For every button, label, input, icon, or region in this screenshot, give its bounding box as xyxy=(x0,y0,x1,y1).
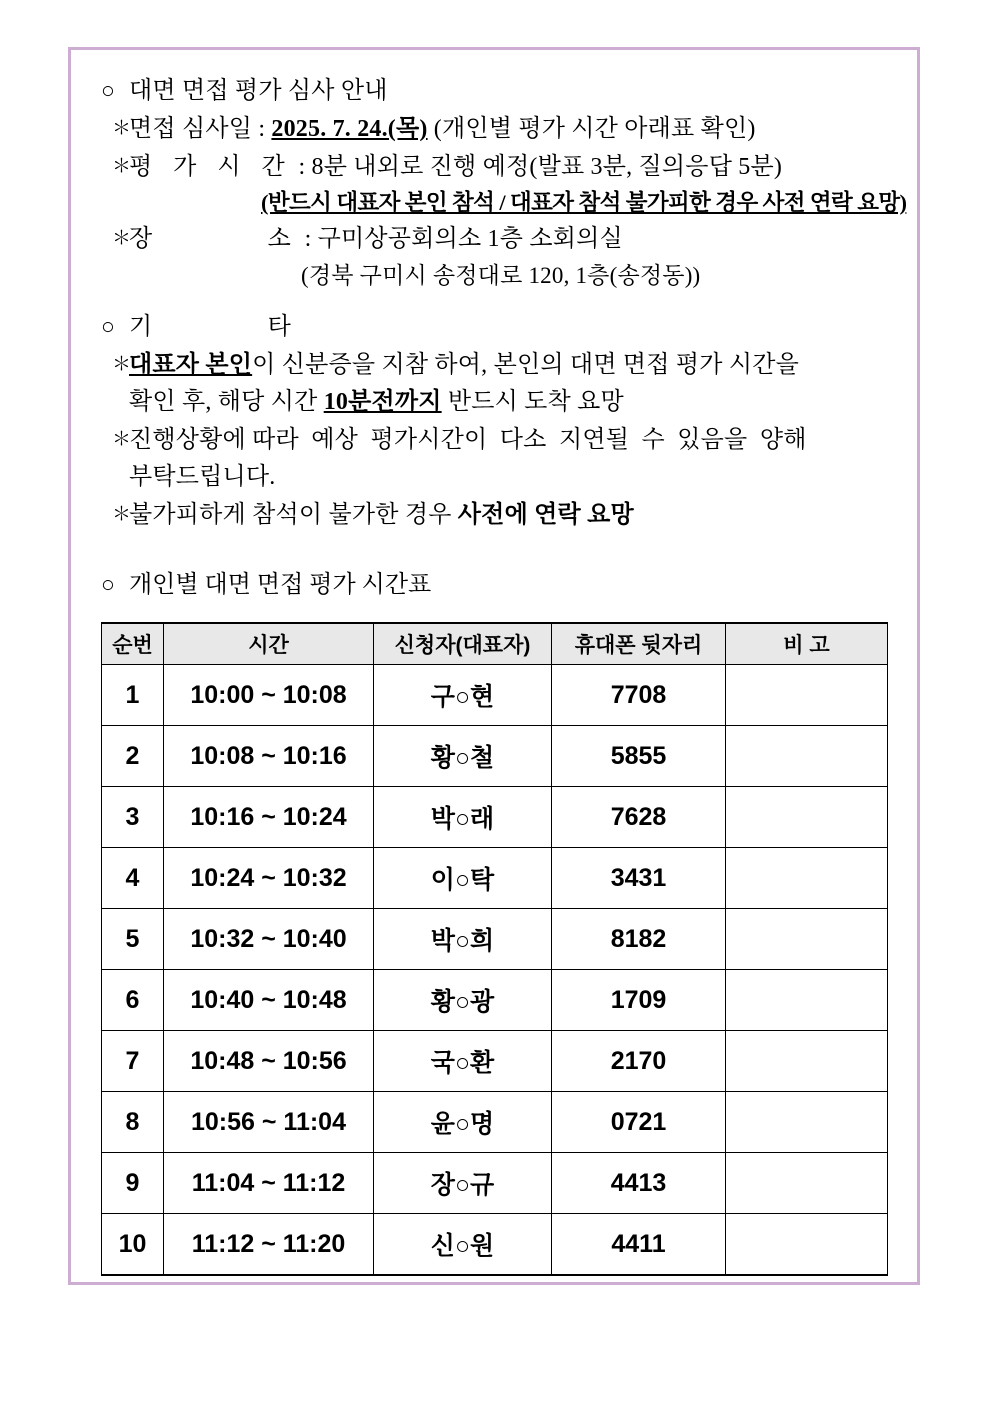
cell-time: 10:32 ~ 10:40 xyxy=(164,909,374,970)
cell-no: 5 xyxy=(102,909,164,970)
cell-note xyxy=(726,1214,888,1276)
cell-phone: 2170 xyxy=(552,1031,726,1092)
etc-note-1-line2-emphasis: 10분전까지 xyxy=(323,389,442,415)
etc-note-1 xyxy=(101,346,899,384)
etc-note-1-emphasis: 대표자 본인 xyxy=(129,352,253,378)
table-row xyxy=(102,848,888,909)
cell-no: 10 xyxy=(102,1214,164,1276)
interview-date-line xyxy=(101,110,899,148)
interview-date-label: 면접 심사일 : xyxy=(129,116,266,142)
section-heading-text: 대면 면접 평가 심사 안내 xyxy=(129,78,388,104)
interview-time-note-line xyxy=(101,186,907,220)
cell-phone: 1709 xyxy=(552,970,726,1031)
cell-no: 4 xyxy=(102,848,164,909)
cell-phone: 3431 xyxy=(552,848,726,909)
table-title-line xyxy=(101,568,899,602)
cell-note xyxy=(726,726,888,787)
cell-note xyxy=(726,787,888,848)
star-bullet-icon: ＊ xyxy=(112,429,132,450)
etc-note-3 xyxy=(101,496,899,534)
cell-note xyxy=(726,1031,888,1092)
cell-time: 10:48 ~ 10:56 xyxy=(164,1031,374,1092)
column-header-name: 신청자(대표자) xyxy=(374,623,552,665)
schedule-table-body xyxy=(102,665,888,1276)
cell-note xyxy=(726,970,888,1031)
column-header-no: 순번 xyxy=(102,623,164,665)
interview-time-line xyxy=(101,148,899,186)
cell-phone: 0721 xyxy=(552,1092,726,1153)
cell-note xyxy=(726,848,888,909)
cell-name: 신○원 xyxy=(374,1214,552,1276)
cell-phone: 5855 xyxy=(552,726,726,787)
cell-no: 8 xyxy=(102,1092,164,1153)
cell-time: 10:08 ~ 10:16 xyxy=(164,726,374,787)
cell-name: 장○규 xyxy=(374,1153,552,1214)
star-bullet-icon: ＊ xyxy=(112,228,132,249)
cell-name: 황○철 xyxy=(374,726,552,787)
cell-name: 윤○명 xyxy=(374,1092,552,1153)
cell-name: 이○탁 xyxy=(374,848,552,909)
cell-no: 1 xyxy=(102,665,164,726)
cell-phone: 7628 xyxy=(552,787,726,848)
interview-time-note: (반드시 대표자 본인 참석 / 대표자 참석 불가피한 경우 사전 연락 요망) xyxy=(261,190,907,215)
cell-phone: 8182 xyxy=(552,909,726,970)
table-row xyxy=(102,787,888,848)
cell-no: 7 xyxy=(102,1031,164,1092)
etc-note-3-emphasis: 사전에 연락 요망 xyxy=(457,502,634,528)
section-heading-etc xyxy=(101,308,899,346)
circle-bullet-icon: ○ xyxy=(101,78,116,103)
cell-no: 2 xyxy=(102,726,164,787)
section-heading-interview-guide xyxy=(101,72,899,110)
interview-place-address: (경북 구미시 송정대로 120, 1층(송정동)) xyxy=(301,263,701,288)
interview-place-line xyxy=(101,220,899,258)
circle-bullet-icon: ○ xyxy=(101,572,115,597)
interview-time-value: : 8분 내외로 진행 예정(발표 3분, 질의응답 5분) xyxy=(298,154,783,180)
table-row xyxy=(102,1031,888,1092)
interview-place-value: : 구미상공회의소 1층 소회의실 xyxy=(304,226,623,252)
section-spacer xyxy=(101,534,899,560)
cell-name: 구○현 xyxy=(374,665,552,726)
cell-phone: 4411 xyxy=(552,1214,726,1276)
etc-note-1-cont xyxy=(101,384,899,421)
cell-name: 박○래 xyxy=(374,787,552,848)
cell-note xyxy=(726,665,888,726)
cell-time: 11:04 ~ 11:12 xyxy=(164,1153,374,1214)
etc-note-1-rest: 이 신분증을 지참 하여, 본인의 대면 면접 평가 시간을 xyxy=(252,352,799,378)
etc-note-2-line1: 진행상황에 따라 예상 평가시간이 다소 지연될 수 있음을 양해 xyxy=(129,427,807,453)
cell-phone: 7708 xyxy=(552,665,726,726)
document-page xyxy=(68,47,920,1285)
circle-bullet-icon: ○ xyxy=(101,314,116,339)
etc-note-2 xyxy=(101,421,899,459)
cell-name: 국○환 xyxy=(374,1031,552,1092)
cell-no: 3 xyxy=(102,787,164,848)
column-header-phone: 휴대폰 뒷자리 xyxy=(552,623,726,665)
document-content xyxy=(101,72,907,1276)
cell-time: 10:24 ~ 10:32 xyxy=(164,848,374,909)
etc-note-1-line2 xyxy=(101,384,899,421)
table-row xyxy=(102,1092,888,1153)
star-bullet-icon: ＊ xyxy=(112,504,132,525)
cell-no: 9 xyxy=(102,1153,164,1214)
etc-note-1-line2-b: 반드시 도착 요망 xyxy=(441,389,624,415)
schedule-table xyxy=(101,622,888,1276)
table-row xyxy=(102,665,888,726)
etc-note-3-plain: 불가피하게 참석이 불가한 경우 xyxy=(129,502,458,528)
cell-name: 박○희 xyxy=(374,909,552,970)
table-row xyxy=(102,1214,888,1276)
cell-note xyxy=(726,1153,888,1214)
cell-time: 10:16 ~ 10:24 xyxy=(164,787,374,848)
column-header-note: 비 고 xyxy=(726,623,888,665)
cell-note xyxy=(726,1092,888,1153)
star-bullet-icon: ＊ xyxy=(112,118,132,139)
interview-date-suffix: (개인별 평가 시간 아래표 확인) xyxy=(433,116,756,142)
table-row xyxy=(102,970,888,1031)
table-header-row xyxy=(102,623,888,665)
cell-no: 6 xyxy=(102,970,164,1031)
etc-note-1-line2-a: 확인 후, 해당 시간 xyxy=(129,389,324,415)
star-bullet-icon: ＊ xyxy=(112,354,132,375)
cell-time: 10:56 ~ 11:04 xyxy=(164,1092,374,1153)
interview-time-label: 평 가 시 간 xyxy=(129,154,293,180)
etc-note-2-cont xyxy=(101,459,899,496)
cell-name: 황○광 xyxy=(374,970,552,1031)
table-title-text: 개인별 대면 면접 평가 시간표 xyxy=(129,572,432,598)
interview-address-line xyxy=(101,258,899,294)
cell-note xyxy=(726,909,888,970)
interview-place-label: 장 소 xyxy=(129,226,299,252)
etc-note-2-line2: 부탁드립니다. xyxy=(129,464,276,490)
cell-time: 10:40 ~ 10:48 xyxy=(164,970,374,1031)
cell-time: 10:00 ~ 10:08 xyxy=(164,665,374,726)
interview-date-value: 2025. 7. 24.(목) xyxy=(271,116,428,142)
cell-phone: 4413 xyxy=(552,1153,726,1214)
section-heading-etc-text: 기 타 xyxy=(129,314,299,340)
table-row xyxy=(102,909,888,970)
table-row xyxy=(102,1153,888,1214)
star-bullet-icon: ＊ xyxy=(112,156,132,177)
table-row xyxy=(102,726,888,787)
column-header-time: 시간 xyxy=(164,623,374,665)
cell-time: 11:12 ~ 11:20 xyxy=(164,1214,374,1276)
